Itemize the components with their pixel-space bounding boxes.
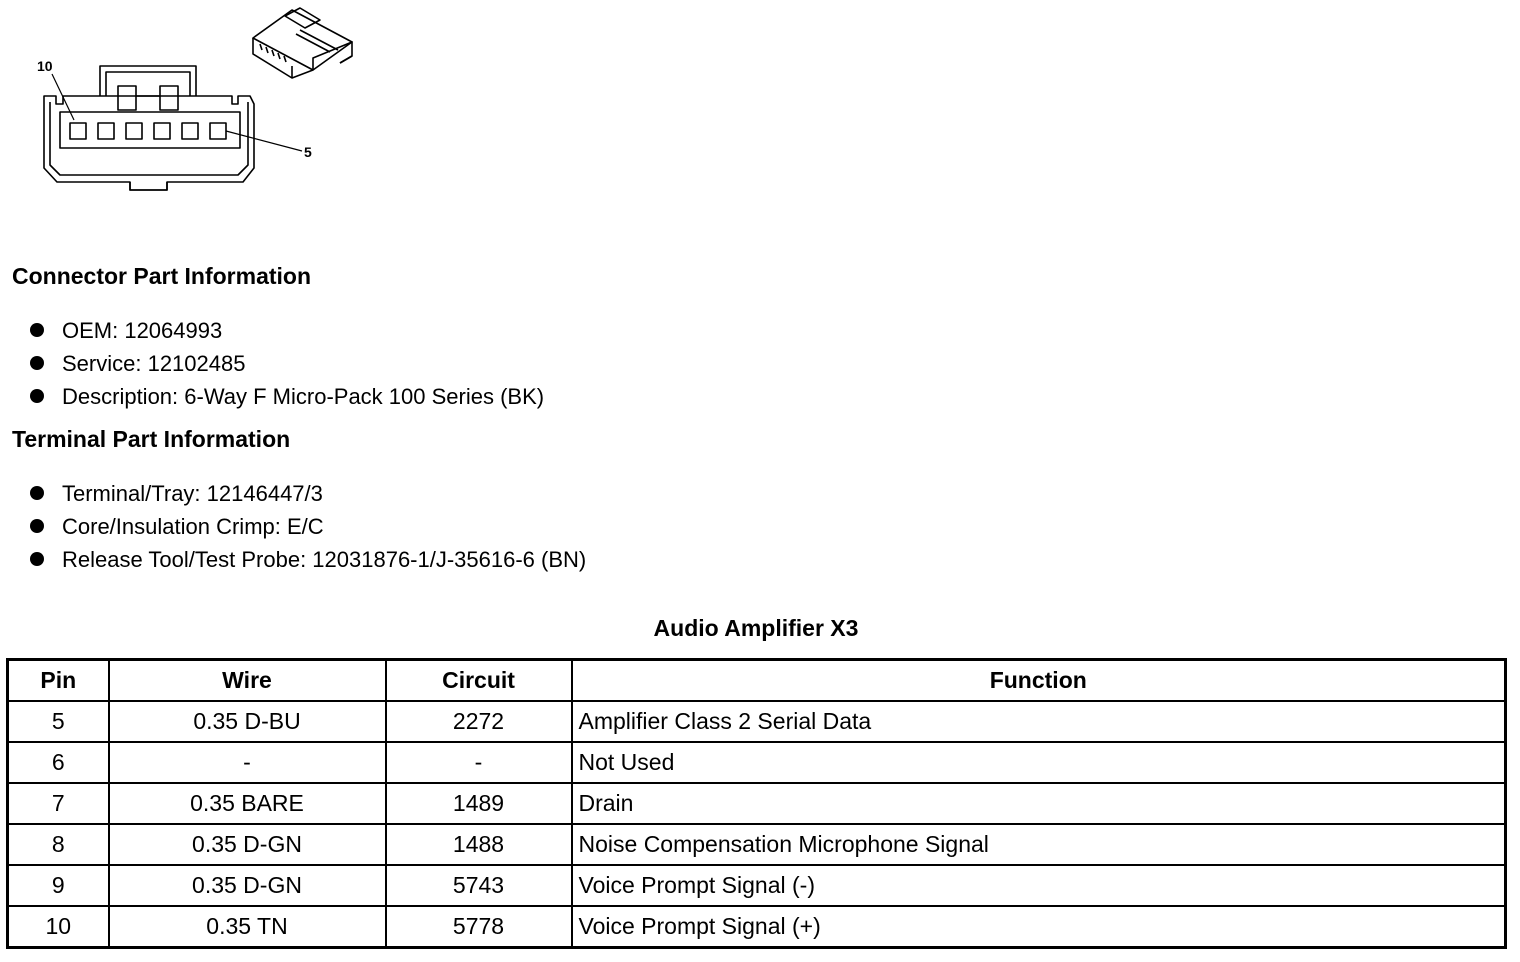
cell-function: Not Used [572, 742, 1506, 783]
cell-wire: 0.35 TN [109, 906, 386, 948]
bullet-icon [30, 389, 44, 403]
table-row [8, 701, 1506, 742]
list-item [30, 314, 544, 347]
pinout-table [6, 658, 1507, 949]
list-item-text: Terminal/Tray: 12146447/3 [62, 481, 323, 506]
header-pin: Pin [8, 660, 109, 702]
cell-wire: 0.35 D-GN [109, 824, 386, 865]
list-item-text: OEM: 12064993 [62, 318, 223, 343]
cell-function: Drain [572, 783, 1506, 824]
cell-wire: 0.35 D-BU [109, 701, 386, 742]
bullet-icon [30, 356, 44, 370]
terminal-part-heading: Terminal Part Information [12, 426, 291, 452]
table-row [8, 865, 1506, 906]
connector-part-list [30, 314, 544, 413]
table-header-row [8, 660, 1506, 702]
table-row [8, 742, 1506, 783]
bullet-icon [30, 519, 44, 533]
bullet-icon [30, 552, 44, 566]
list-item [30, 543, 586, 576]
cell-function: Voice Prompt Signal (-) [572, 865, 1506, 906]
list-item [30, 510, 586, 543]
cell-pin: 5 [8, 701, 109, 742]
table-title: Audio Amplifier X3 [653, 615, 859, 641]
connector-3d-illustration [253, 8, 352, 78]
table-row [8, 906, 1506, 948]
bullet-icon [30, 486, 44, 500]
cell-circuit: 1488 [386, 824, 572, 865]
list-item-text: Release Tool/Test Probe: 12031876-1/J-35616-6 (BN) [62, 547, 587, 572]
list-item [30, 347, 544, 380]
cell-function: Amplifier Class 2 Serial Data [572, 701, 1506, 742]
connector-front-view [44, 66, 254, 190]
header-function: Function [572, 660, 1506, 702]
pin-label-10: 10 [37, 58, 53, 74]
terminal-part-list [30, 477, 586, 576]
cell-pin: 8 [8, 824, 109, 865]
cell-circuit: - [386, 742, 572, 783]
bullet-icon [30, 323, 44, 337]
cell-function: Voice Prompt Signal (+) [572, 906, 1506, 948]
cell-pin: 9 [8, 865, 109, 906]
table-row [8, 824, 1506, 865]
cell-pin: 7 [8, 783, 109, 824]
header-wire: Wire [109, 660, 386, 702]
cell-circuit: 2272 [386, 701, 572, 742]
cell-wire: 0.35 D-GN [109, 865, 386, 906]
table-row [8, 783, 1506, 824]
pin-label-5: 5 [304, 144, 312, 160]
connector-diagram [0, 0, 380, 210]
cell-circuit: 5743 [386, 865, 572, 906]
cell-pin: 6 [8, 742, 109, 783]
connector-part-heading: Connector Part Information [12, 263, 312, 289]
terminal-cavities [70, 123, 226, 139]
list-item [30, 380, 544, 413]
cell-wire: - [109, 742, 386, 783]
cell-function: Noise Compensation Microphone Signal [572, 824, 1506, 865]
list-item [30, 477, 586, 510]
cell-circuit: 5778 [386, 906, 572, 948]
list-item-text: Service: 12102485 [62, 351, 246, 376]
list-item-text: Core/Insulation Crimp: E/C [62, 514, 324, 539]
cell-circuit: 1489 [386, 783, 572, 824]
cell-wire: 0.35 BARE [109, 783, 386, 824]
header-circuit: Circuit [386, 660, 572, 702]
list-item-text: Description: 6-Way F Micro-Pack 100 Series (BK) [62, 384, 545, 409]
cell-pin: 10 [8, 906, 109, 948]
